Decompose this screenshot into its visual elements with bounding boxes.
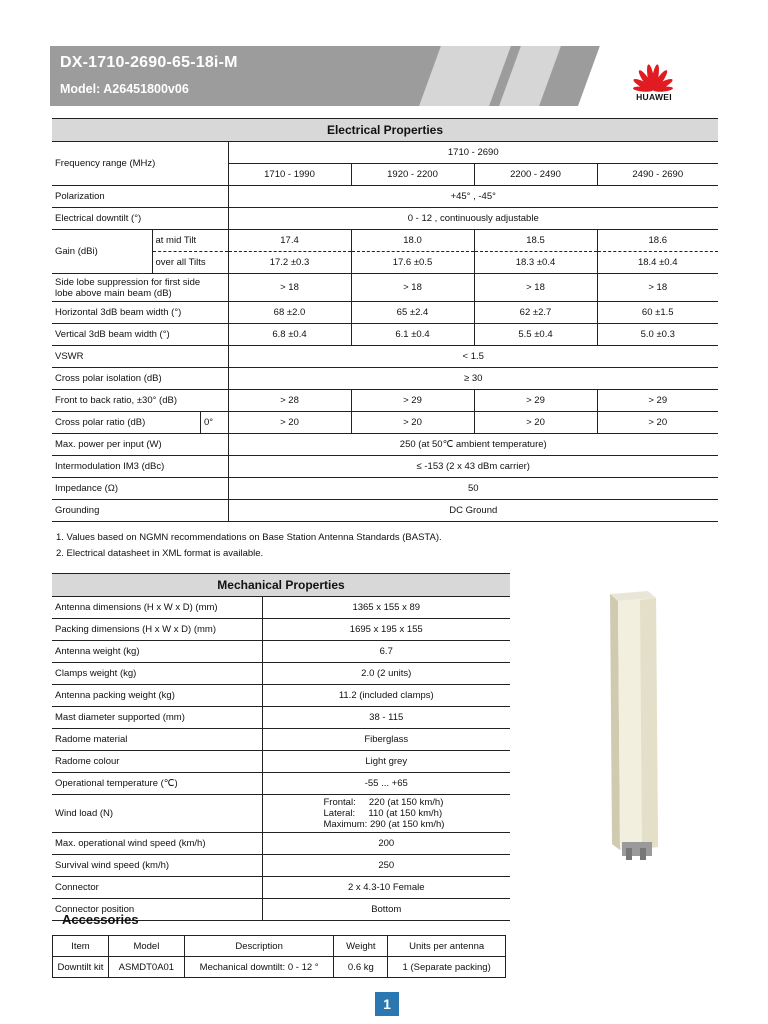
mech-value: 200 bbox=[262, 833, 510, 855]
sidelobe-label: Side lobe suppression for first side lobe above main beam (dB) bbox=[52, 274, 228, 302]
brand-name: HUAWEI bbox=[636, 92, 672, 102]
acc-model: ASMDT0A01 bbox=[108, 957, 184, 978]
page-number: 1 bbox=[375, 992, 399, 1016]
table-row bbox=[52, 619, 510, 641]
downtilt-label: Electrical downtilt (°) bbox=[52, 208, 228, 230]
hbw-3: 62 ±2.7 bbox=[474, 302, 597, 324]
mech-value: 2 x 4.3-10 Female bbox=[262, 877, 510, 899]
acc-item: Downtilt kit bbox=[53, 957, 109, 978]
electrical-properties-table bbox=[52, 118, 718, 522]
note-1: 1. Values based on NGMN recommendations on Base Station Antenna Standards (BASTA). bbox=[56, 532, 442, 543]
gain-all-4: 18.4 ±0.4 bbox=[597, 252, 718, 274]
sidelobe-4: > 18 bbox=[597, 274, 718, 302]
sidelobe-3: > 18 bbox=[474, 274, 597, 302]
vbw-3: 5.5 ±0.4 bbox=[474, 324, 597, 346]
mech-value: 1695 x 195 x 155 bbox=[262, 619, 510, 641]
xpr-4: > 20 bbox=[597, 412, 718, 434]
xpr-label: Cross polar ratio (dB) 0° bbox=[52, 412, 228, 434]
freq-all: 1710 - 2690 bbox=[228, 142, 718, 164]
vswr-label: VSWR bbox=[52, 346, 228, 368]
polarization-value: +45° , -45° bbox=[228, 186, 718, 208]
mech-label: Operational temperature (℃) bbox=[52, 773, 262, 795]
xpi-label: Cross polar isolation (dB) bbox=[52, 368, 228, 390]
mech-label: Antenna dimensions (H x W x D) (mm) bbox=[52, 597, 262, 619]
hbw-1: 68 ±2.0 bbox=[228, 302, 351, 324]
power-value: 250 (at 50℃ ambient temperature) bbox=[228, 434, 718, 456]
gain-all-label: over all Tilts bbox=[152, 252, 228, 274]
impedance-value: 50 bbox=[228, 478, 718, 500]
mechanical-heading: Mechanical Properties bbox=[52, 574, 510, 597]
mech-label: Antenna weight (kg) bbox=[52, 641, 262, 663]
mech-value: Light grey bbox=[262, 751, 510, 773]
hbw-2: 65 ±2.4 bbox=[351, 302, 474, 324]
table-row bbox=[52, 773, 510, 795]
gain-all-2: 17.6 ±0.5 bbox=[351, 252, 474, 274]
impedance-label: Impedance (Ω) bbox=[52, 478, 228, 500]
accessories-table bbox=[52, 935, 506, 978]
mech-label: Clamps weight (kg) bbox=[52, 663, 262, 685]
mech-label: Antenna packing weight (kg) bbox=[52, 685, 262, 707]
gain-mid-3: 18.5 bbox=[474, 230, 597, 252]
mech-value: 38 - 115 bbox=[262, 707, 510, 729]
mech-label: Connector bbox=[52, 877, 262, 899]
freq-label: Frequency range (MHz) bbox=[52, 142, 228, 186]
grounding-value: DC Ground bbox=[228, 500, 718, 522]
gain-all-3: 18.3 ±0.4 bbox=[474, 252, 597, 274]
fb-2: > 29 bbox=[351, 390, 474, 412]
sidelobe-2: > 18 bbox=[351, 274, 474, 302]
mech-label: Connector position bbox=[52, 899, 262, 921]
wind-frontal: Frontal: 220 (at 150 km/h) bbox=[323, 797, 444, 808]
antenna-product-image bbox=[596, 588, 666, 864]
electrical-heading: Electrical Properties bbox=[52, 119, 718, 142]
polarization-label: Polarization bbox=[52, 186, 228, 208]
acc-units: 1 (Separate packing) bbox=[388, 957, 506, 978]
mech-value: 250 bbox=[262, 855, 510, 877]
acc-col-weight: Weight bbox=[334, 936, 388, 957]
acc-col-item: Item bbox=[53, 936, 109, 957]
vswr-value: < 1.5 bbox=[228, 346, 718, 368]
mech-label: Radome material bbox=[52, 729, 262, 751]
mech-label: Radome colour bbox=[52, 751, 262, 773]
header-banner bbox=[50, 46, 718, 106]
acc-col-description: Description bbox=[184, 936, 334, 957]
wind-label: Wind load (N) bbox=[52, 795, 262, 833]
band-1: 1710 - 1990 bbox=[228, 164, 351, 186]
table-row bbox=[52, 877, 510, 899]
gain-mid-label: at mid Tilt bbox=[152, 230, 228, 252]
vbw-1: 6.8 ±0.4 bbox=[228, 324, 351, 346]
mech-label: Max. operational wind speed (km/h) bbox=[52, 833, 262, 855]
xpr-2: > 20 bbox=[351, 412, 474, 434]
power-label: Max. power per input (W) bbox=[52, 434, 228, 456]
gain-mid-2: 18.0 bbox=[351, 230, 474, 252]
band-3: 2200 - 2490 bbox=[474, 164, 597, 186]
table-row bbox=[52, 751, 510, 773]
accessories-heading: Accessories bbox=[62, 912, 139, 927]
acc-col-units: Units per antenna bbox=[388, 936, 506, 957]
im3-label: Intermodulation IM3 (dBc) bbox=[52, 456, 228, 478]
hbw-label: Horizontal 3dB beam width (°) bbox=[52, 302, 228, 324]
vbw-4: 5.0 ±0.3 bbox=[597, 324, 718, 346]
acc-weight: 0.6 kg bbox=[334, 957, 388, 978]
gain-mid-4: 18.6 bbox=[597, 230, 718, 252]
mech-label: Survival wind speed (km/h) bbox=[52, 855, 262, 877]
table-row bbox=[52, 641, 510, 663]
fb-3: > 29 bbox=[474, 390, 597, 412]
xpr-1: > 20 bbox=[228, 412, 351, 434]
notes bbox=[56, 530, 442, 562]
sidelobe-1: > 18 bbox=[228, 274, 351, 302]
downtilt-value: 0 - 12 , continuously adjustable bbox=[228, 208, 718, 230]
mech-value: -55 ... +65 bbox=[262, 773, 510, 795]
xpi-value: ≥ 30 bbox=[228, 368, 718, 390]
note-2: 2. Electrical datasheet in XML format is available. bbox=[56, 548, 264, 559]
gain-mid-1: 17.4 bbox=[228, 230, 351, 252]
fb-4: > 29 bbox=[597, 390, 718, 412]
table-row bbox=[52, 685, 510, 707]
im3-value: ≤ -153 (2 x 43 dBm carrier) bbox=[228, 456, 718, 478]
table-row bbox=[52, 663, 510, 685]
mech-value: 11.2 (included clamps) bbox=[262, 685, 510, 707]
mech-value: 2.0 (2 units) bbox=[262, 663, 510, 685]
mech-label: Packing dimensions (H x W x D) (mm) bbox=[52, 619, 262, 641]
table-row bbox=[52, 729, 510, 751]
table-row bbox=[52, 855, 510, 877]
xpr-3: > 20 bbox=[474, 412, 597, 434]
table-row bbox=[52, 597, 510, 619]
fb-1: > 28 bbox=[228, 390, 351, 412]
table-row bbox=[52, 833, 510, 855]
table-row bbox=[52, 707, 510, 729]
grounding-label: Grounding bbox=[52, 500, 228, 522]
acc-description: Mechanical downtilt: 0 - 12 ° bbox=[184, 957, 334, 978]
gain-label: Gain (dBi) bbox=[52, 230, 152, 274]
acc-col-model: Model bbox=[108, 936, 184, 957]
gain-all-1: 17.2 ±0.3 bbox=[228, 252, 351, 274]
model-number: Model: A26451800v06 bbox=[60, 82, 189, 96]
product-title: DX-1710-2690-65-18i-M bbox=[60, 54, 238, 71]
vbw-label: Vertical 3dB beam width (°) bbox=[52, 324, 228, 346]
xpr-angle: 0° bbox=[200, 412, 213, 433]
mech-label: Mast diameter supported (mm) bbox=[52, 707, 262, 729]
mech-value: Fiberglass bbox=[262, 729, 510, 751]
mech-value: 1365 x 155 x 89 bbox=[262, 597, 510, 619]
band-2: 1920 - 2200 bbox=[351, 164, 474, 186]
wind-maximum: Maximum: 290 (at 150 km/h) bbox=[323, 819, 445, 830]
wind-lateral: Lateral: 110 (at 150 km/h) bbox=[323, 808, 443, 819]
fb-label: Front to back ratio, ±30° (dB) bbox=[52, 390, 228, 412]
vbw-2: 6.1 ±0.4 bbox=[351, 324, 474, 346]
mech-value: Bottom bbox=[262, 899, 510, 921]
band-4: 2490 - 2690 bbox=[597, 164, 718, 186]
mechanical-properties-table bbox=[52, 573, 510, 921]
hbw-4: 60 ±1.5 bbox=[597, 302, 718, 324]
wind-values bbox=[262, 795, 510, 833]
mech-value: 6.7 bbox=[262, 641, 510, 663]
